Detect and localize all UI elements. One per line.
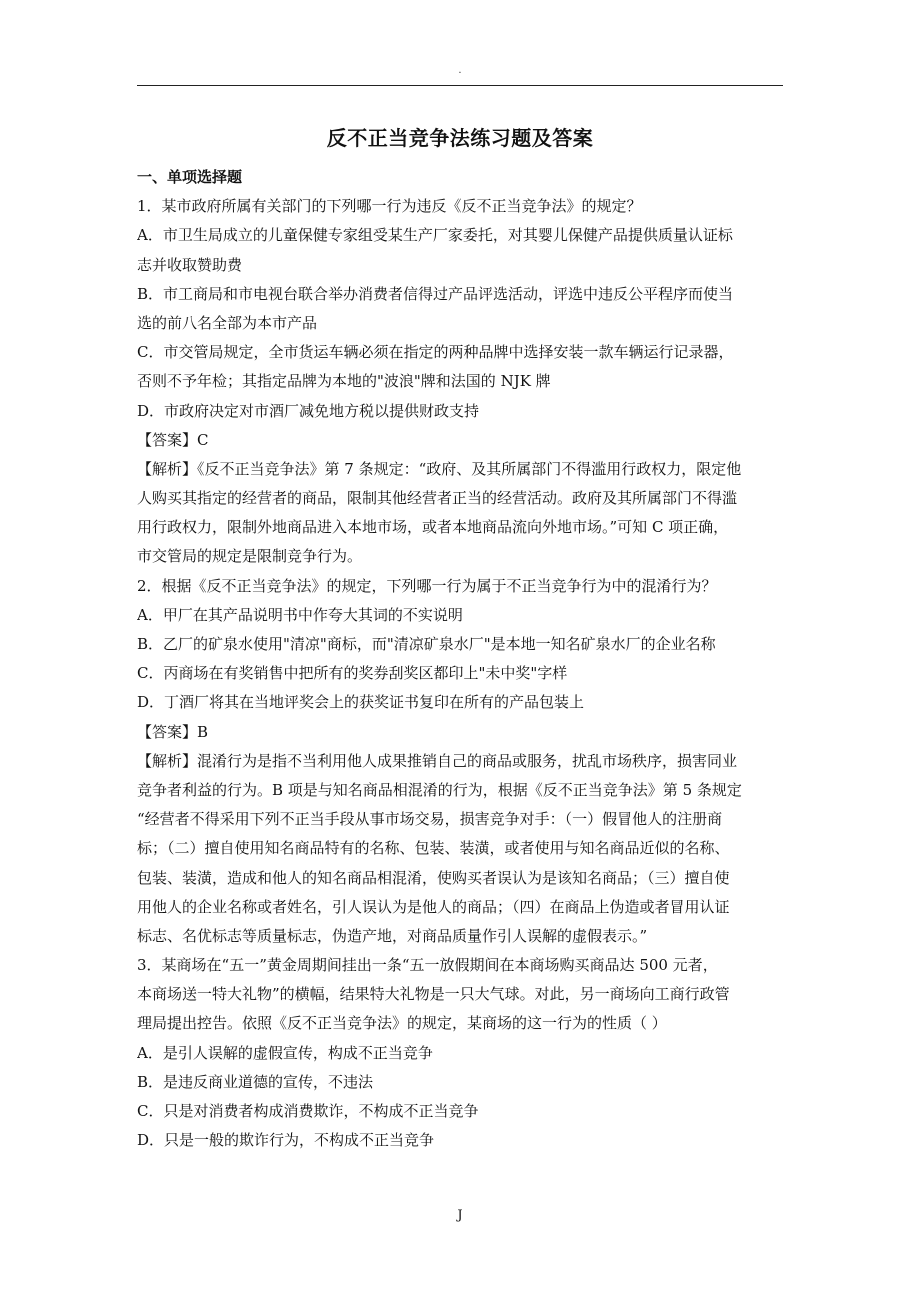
text-line: 【答案】C — [137, 430, 209, 449]
text-line: D．市政府决定对市酒厂减免地方税以提供财政支持 — [137, 401, 480, 420]
text-line: 竞争者利益的行为。B 项是与知名商品相混淆的行为，根据《反不正当竞争法》第 5 条规定 — [137, 780, 742, 799]
text-line: B．是违反商业道德的宣传，不违法 — [137, 1072, 374, 1091]
text-line: 市交管局的规定是限制竞争行为。 — [137, 547, 363, 566]
text-line: B．市工商局和市电视台联合举办消费者信得过产品评选活动，评选中违反公平程序而使当 — [137, 284, 734, 303]
text-line: 志并收取赞助费 — [137, 255, 243, 274]
text-line: 理局提出控告。依照《反不正当竞争法》的规定，某商场的这一行为的性质（ ） — [137, 1014, 667, 1033]
text-line: D．只是一般的欺诈行为，不构成不正当竞争 — [137, 1131, 435, 1150]
header-rule — [137, 85, 783, 86]
section-heading: 一、单项选择题 — [137, 168, 243, 186]
text-line: C．只是对消费者构成消费欺诈，不构成不正当竞争 — [137, 1102, 479, 1120]
header-mark: . — [458, 65, 462, 76]
text-line: 用他人的企业名称或者姓名，引人误认为是他人的商品；（四）在商品上伪造或者冒用认证 — [137, 897, 730, 916]
text-line: 3．某商场在“五一”黄金周期间挂出一条“五一放假期间在本商场购买商品达 500 元者， — [137, 956, 718, 975]
text-line: C．市交管局规定，全市货运车辆必须在指定的两种品牌中选择安装一款车辆运行记录器， — [137, 343, 734, 362]
text-line: 1．某市政府所属有关部门的下列哪一行为违反《反不正当竞争法》的规定？ — [137, 197, 642, 216]
text-line: 选的前八名全部为本市产品 — [137, 313, 318, 332]
text-line: B．乙厂的矿泉水使用"清凉"商标，而"清凉矿泉水厂"是本地一知名矿泉水厂的企业名称 — [137, 635, 716, 653]
text-line: 本商场送一特大礼物”的横幅，结果特大礼物是一只大气球。对此，另一商场向工商行政管 — [137, 985, 730, 1004]
text-line: 标志、名优标志等质量标志，伪造产地，对商品质量作引人误解的虚假表示。” — [137, 926, 648, 945]
text-line: “经营者不得采用下列不正当手段从事市场交易，损害竞争对手：（一）假冒他人的注册商 — [137, 810, 723, 829]
page-number: J — [457, 1208, 463, 1223]
text-line: 用行政权力，限制外地商品进入本地市场，或者本地商品流向外地市场。”可知 C 项正确， — [137, 518, 729, 537]
document-title: 反不正当竞争法练习题及答案 — [326, 126, 594, 150]
text-line: D．丁酒厂将其在当地评奖会上的获奖证书复印在所有的产品包装上 — [137, 693, 585, 712]
text-line: 【解析】《反不正当竞争法》第 7 条规定：“政府、及其所属部门不得滥用行政权力，限定他 — [137, 459, 742, 478]
text-line: 标；（二）擅自使用知名商品特有的名称、包装、装潢，或者使用与知名商品近似的名称、 — [137, 839, 730, 858]
document-body — [137, 163, 783, 1155]
text-line: 否则不予年检；其指定品牌为本地的"波浪"牌和法国的 NJK 牌 — [137, 372, 551, 391]
text-line: 【解析】混淆行为是指不当利用他人成果推销自己的商品或服务，扰乱市场秩序，损害同业 — [137, 751, 738, 770]
text-line: A．市卫生局成立的儿童保健专家组受某生产厂家委托，对其婴儿保健产品提供质量认证标 — [137, 226, 733, 245]
text-line: 2．根据《反不正当竞争法》的规定，下列哪一行为属于不正当竞争行为中的混淆行为？ — [137, 576, 717, 595]
text-line: 包装、装潢，造成和他人的知名商品相混淆，使购买者误认为是该知名商品；（三）擅自使 — [137, 868, 730, 887]
text-line: 【答案】B — [137, 722, 209, 741]
text-line: C．丙商场在有奖销售中把所有的奖券刮奖区都印上"未中奖"字样 — [137, 664, 568, 683]
text-line: A．是引人误解的虚假宣传，构成不正当竞争 — [137, 1043, 433, 1062]
text-line: 人购买其指定的经营者的商品，限制其他经营者正当的经营活动。政府及其所属部门不得滥 — [137, 489, 738, 508]
text-line: A．甲厂在其产品说明书中作夸大其词的不实说明 — [137, 605, 463, 624]
